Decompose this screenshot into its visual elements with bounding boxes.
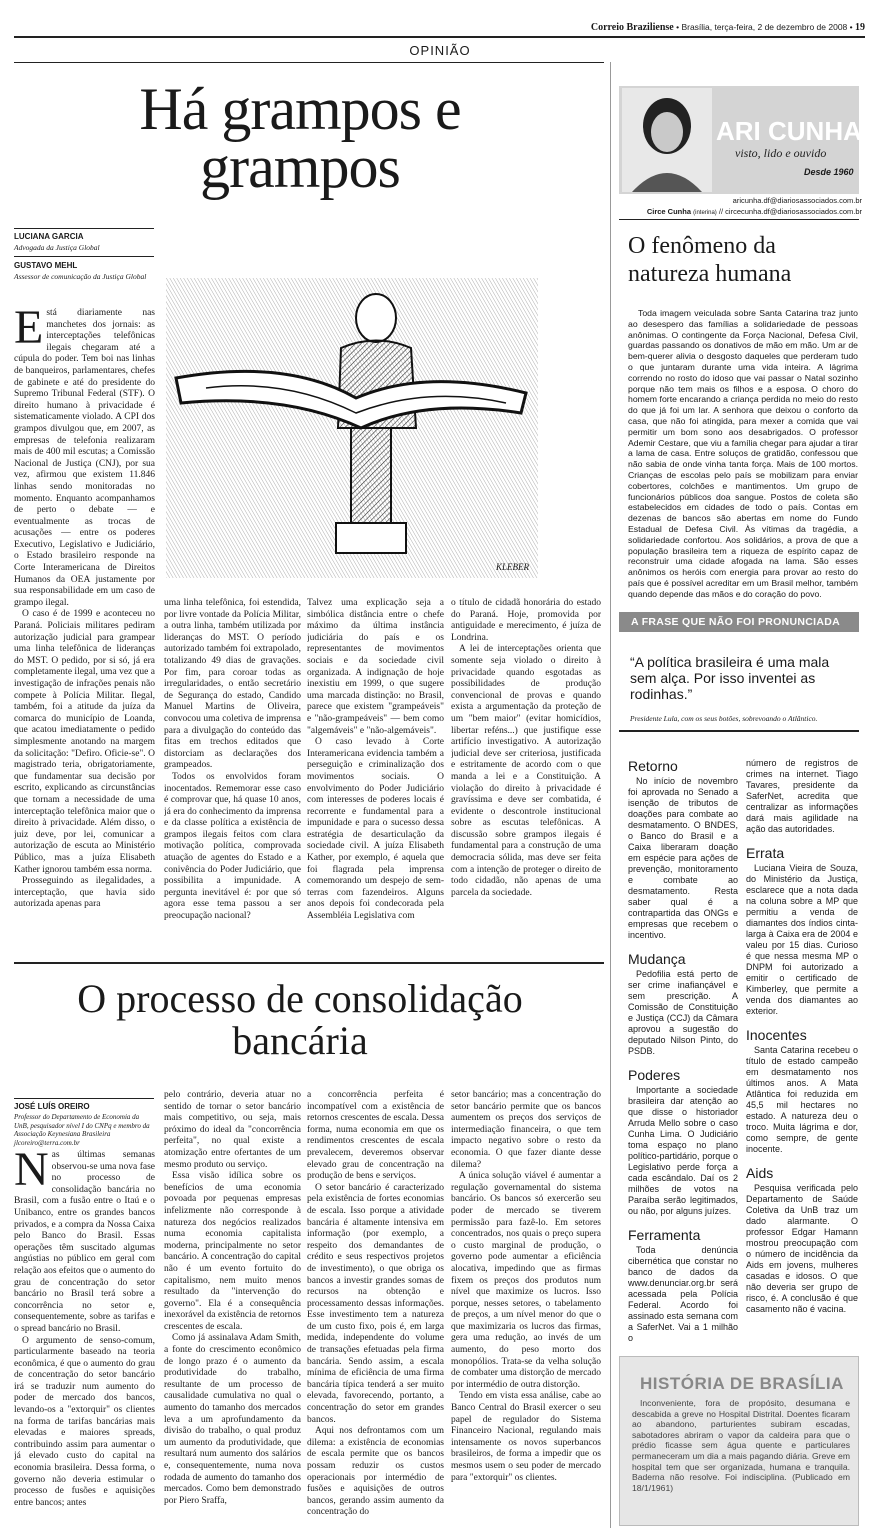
header-rule bbox=[14, 36, 865, 38]
page-header: Correio Braziliense • Brasília, terça-feira, 2 de dezembro de 2008 • 19 bbox=[590, 22, 865, 33]
note-text: No início de novembro foi aprovada no Senado a isenção de tributos de doações para combate ao desmatamento. O BNDES, o Banco do Brasil e a Caixa liberaram doação em espécie para ações de prevenção, monitoramento e combate ao desmatamento. Resta saber qual é a contrapartida das ONGs e empresas que recebem o incentivo. bbox=[628, 776, 738, 940]
paragraph: Toda imagem veiculada sobre Santa Catarina traz junto ao desespero das famílias a solidariedade de pessoas anônimas. O contingente da Força Nacional, Defesa Civil, guardas passando os donativos de mão em mão. Um ar de bem-querer alivia o desgosto daqueles que perderam tudo o que juntaram durante uma vida inteira. A lágrima correndo no rosto do idoso que vai passar o Natal sozinho porque não tem mais os filhos e a esposa. O choro do homem forte encarando a criança perdida no meio do resto do que já foi um lar. A senhora que deixou o conforto da casa, que não foi atingida, para mexer a comida que vai permitir um bom sono aos desabrigados. O professor Ademir Cestare, que viu a família chegar para ajudar a tirar a lama de casa. Entre soluços de gratidão, confessou que não sabia de onde vinha tanta força. Mais de 100 mortos. Crianças de escolas pelo país se mobilizam para enviar cobertores, colchões e mantimentos. Um grupo de funcionários públicos doa sangue. Postos de coleta são estabelecidos em cidades de todo o país. Contas em dezenas de bancos são abertas em nome do Fundo Estadual de Defesa Civil. Às vítimas da tragédia, a solidariedade confortou. Aos solidários, a prova de que a população brasileira tem a riqueza de espírito capaz de reconstruir uma cidade afogada na lama. São esses anônimos os heróis com energia para provar ao resto do país que é possível acreditar em um Brasil melhor, também quando depende das mãos e do coração do povo. bbox=[628, 308, 858, 599]
paragraph: A única solução viável é aumentar a regulação governamental do sistema bancário. Os bancos só exercerão seu poder de mercado se tiverem permissão para fazê-lo. Em setores concentrados, nos quais o preço supera o custo marginal de produção, o governo pode aumentar a eficiência alocativa, impedindo que as firmas fixem os preços dos produtos num nível que maximize os lucros. Isso porque, nesses setores, o tabelamento de preços, a um nível menor do que o que maximizaria os lucros das firmas, gera uma redução, ao invés de um aumento, do peso morto dos monopólios. Trata-se da velha solução de combater uma distorção de mercado por intermédio de outra distorção. bbox=[451, 1171, 601, 1390]
column-name: ARI CUNHA bbox=[716, 116, 862, 146]
interim-name: Circe Cunha bbox=[646, 207, 692, 216]
note-text: Importante a sociedade brasileira dar atenção ao que disse o historiador Arruda Mello sobre o caso Cunha Lima. O Judiciário toma espaço no plano político-partidário, porque o Legislativo perde força a cada escândalo. Daí os 2 milhões de votos na Paraíba serão legitimados, ou não, por alguns juízes. bbox=[628, 1085, 738, 1216]
paragraph: O caso é de 1999 e aconteceu no Paraná. Policiais militares pediram autorização judicial para grampear uma linha telefônica de lideranças do MST. O pedido, por si só, já era completamente ilegal, uma vez que a investigação de infrações penais não compete à Polícia Militar. Ilegal, também, foi a atitude da juíza da comarca do município de Loanda, que acatou imediatamente o pedido simplesmente anotando na margem da solicitação: "Defiro. Oficie-se". O magistrado teria, obrigatoriamente, que fundamentar sua decisão por escrito, explicando as circunstâncias que tornam a necessidade de uma interceptação telefônica maior que o direito à privacidade. Além disso, o juiz deve, por lei, comunicar a autorização de escuta ao Ministério Público, mas a juíza Elisabeth Kather ignorou também essa norma. bbox=[14, 609, 155, 875]
article1-column-1 bbox=[14, 308, 155, 948]
paragraph: stá diariamente nas manchetes dos jornais: as interceptações telefônicas ilegais chegaram até a cúpula do poder. Tem boi nas linhas de banqueiros, parlamentares, chefes de gabinete e até do presidente do Supremo Tribunal Federal (STF). O direito humano à privacidade é sistematicamente violado. A CPI dos grampos divulgou que, em 2007, as empresas de telefonia realizaram mais de 400 mil escutas; a Comissão Nacional de Justiça (CNJ), por sua vez, afirmou que existem 11.846 linhas sendo monitoradas no momento. Enquanto acompanhamos de perto o debate — e eventualmente as trocas de acusações — entre os poderes Executivo, Legislativo e Judiciário, o Estado brasileiro responde na Corte Interamericana de Direitos Humanos da OEA justamente por sua responsabilidade em um caso de grampo ilegal. bbox=[14, 308, 155, 608]
interim-email: circecunha.df@diariosassociados.com.br bbox=[725, 207, 862, 216]
note-title: Poderes bbox=[628, 1067, 681, 1083]
note-title: Inocentes bbox=[746, 1027, 807, 1043]
cartoon-illustration bbox=[166, 278, 538, 578]
newspaper-name: Correio Braziliense bbox=[590, 22, 674, 33]
article2-column-4 bbox=[451, 1090, 601, 1530]
byline-rule bbox=[14, 1098, 154, 1099]
author-role: Advogada da Justiça Global bbox=[14, 243, 100, 252]
column-separator bbox=[610, 62, 611, 1528]
cartoon-signature: KLEBER bbox=[496, 562, 529, 572]
article1-column-3 bbox=[307, 598, 444, 952]
paragraph: Essa visão idílica sobre os benefícios de uma economia povoada por pequenas empresas infelizmente não corresponde à natureza dos negócios realizados numa economia capitalista moderna, principalmente no setor bancário. A concentração do capital não é um evento fortuito do capitalismo, nem muito menos resultado da "intervenção do governo". Ela é a consequência inexorável da existência de retornos crescentes de escala. bbox=[164, 1171, 301, 1332]
columnist-photo bbox=[622, 88, 712, 192]
column-since: Desde 1960 bbox=[804, 167, 854, 177]
article2-column-1 bbox=[14, 1150, 155, 1530]
paragraph: pelo contrário, deveria atuar no sentido de tornar o setor bancário mais competitivo, ou seja, mais próximo do ideal da "concorrência perfeita", no qual existe a atomização entre ofertantes de um mesmo produto ou serviço. bbox=[164, 1090, 301, 1170]
note-text: Toda denúncia cibernética que constar no banco de dados da www.denunciar.org.br será acessada pela Polícia Federal. Acordo foi assinado esta semana com a SaferNet. Vai a 1 milhão o bbox=[628, 1245, 738, 1343]
paragraph: Como já assinalava Adam Smith, a fonte do crescimento econômico de longo prazo é o aumento da produtividade do trabalho, resultante de um processo de causalidade cumulativa no qual o aumento do tamanho dos mercados leva a um aprofundamento da divisão do trabalho, o qual produz um aumento da produtividade, que resultará num aumento dos salários e, consequentemente, numa nova rodada de aumento do tamanho dos mercados. Como bem demonstrado por Piero Sraffa, bbox=[164, 1333, 301, 1506]
note-text: Pedofilia está perto de ser crime inafiançável e sem prescrição. A Comissão de Constituição e Justiça (CCJ) da Câmara aprovou a sugestão do deputado Nilson Pinto, do PSDB. bbox=[628, 969, 738, 1056]
dropcap: E bbox=[14, 308, 44, 354]
interim-note: (interina) bbox=[693, 210, 717, 216]
paragraph: Tendo em vista essa análise, cabe ao Banco Central do Brasil exercer o seu papel de regulador do Sistema Financeiro Nacional, regulando mais intensamente os novos superbancos brasileiros, de forma a impedir que os mesmos usem o seu poder de mercado para "extorquir" os clientes. bbox=[451, 1391, 601, 1483]
author-email: jlcoreiro@terra.com.br bbox=[14, 1138, 80, 1147]
article1-column-4 bbox=[451, 598, 601, 952]
section-label: OPINIÃO bbox=[409, 43, 471, 58]
author-name: GUSTAVO MEHL bbox=[14, 261, 78, 270]
note-title: Mudança bbox=[628, 951, 686, 967]
article2-byline bbox=[14, 1102, 154, 1148]
author-role: Professor do Departamento de Economia da UnB, pesquisador nível I do CNPq e membro da Associação Keynesiana Brasileira bbox=[14, 1113, 150, 1138]
article-divider bbox=[14, 962, 604, 964]
article1-byline bbox=[14, 232, 154, 281]
paragraph: O setor bancário é caracterizado pela existência de fortes economias de escala. Isso porque a atividade bancária é altamente intensiva em informação (por exemplo, a respeito dos demandantes de crédito e seus respectivos projetos de investimento), o que obriga os bancos a investir grandes somas de recursos na obtenção e processamento dessas informações. Esse investimento tem a natureza de um custo fixo, pois é, em larga medida, independente do volume de transações efetuadas pela firma bancária. Sendo assim, a escala mínima de eficiência de uma firma bancária típica tenderá a ser muito elevada, favorecendo, portanto, a concentração do setor em grandes bancos. bbox=[307, 1182, 444, 1425]
paragraph: as últimas semanas observou-se uma nova fase no processo de consolidação bancária no Brasil, com a fusão entre o Itaú e o Unibanco, entre os grandes bancos privados, e a compra da Nossa Caixa pelo Banco do Brasil. Essas operações têm suscitado algumas angústias no público em geral com relação aos efeitos que o aumento do grau de concentração do setor bancário no Brasil terá sobre a concorrência no setor e, consequentemente, sobre as tarifas e o spread bancário no Brasil. bbox=[14, 1150, 155, 1334]
paragraph: O argumento de senso-comum, particularmente baseado na teoria econômica, é que o aumento do grau de concentração do setor bancário irá se traduzir num aumento do poder de mercado dos bancos, levando-os a "extorquir" os clientes na forma de tarifas bancárias mais elevadas e maiores spreads, contribuindo assim para aumentar o já elevado custo do capital na economia brasileira. Dessa forma, o governo não deveria estimular o processo de fusões e aquisições entre bancos; antes bbox=[14, 1335, 155, 1508]
historia-text bbox=[632, 1398, 850, 1520]
column-headline: O fenômeno da natureza humana bbox=[628, 233, 792, 287]
note-title: Errata bbox=[746, 845, 785, 861]
article2-headline: O processo de consolidação bancária bbox=[77, 976, 523, 1063]
historia-title: HISTÓRIA DE BRASÍLIA bbox=[640, 1374, 844, 1393]
author-name: LUCIANA GARCIA bbox=[14, 232, 84, 241]
column-lead-text bbox=[628, 308, 858, 604]
paragraph: Inconveniente, fora de propósito, desumana e descabida a greve no Hospital Distrital. Doentes ficaram ao abandono, parturientes subiram escadas, sabotadores abriram o vapor da caldeira para que o prédio ficasse sem água quente e particulares permaneceram um dia a mais pagando diária. Greve em hospital tem que ser organizada, humana e tranquila. Baderna não resolve. Foi indisciplina. (Publicado em 18/1/1961) bbox=[632, 1398, 850, 1493]
frase-label: A FRASE QUE NÃO FOI PRONUNCIADA bbox=[619, 612, 859, 632]
note-title: Ferramenta bbox=[628, 1227, 701, 1243]
quote-rule bbox=[619, 730, 859, 732]
note-title: Retorno bbox=[628, 758, 678, 774]
paragraph: Todos os envolvidos foram inocentados. Rememorar esse caso é comprovar que, há quase 10 anos, já era do conhecimento da imprensa e da classe política a existência de grampos ilegais feitos com clara motivação política, comprovada atuação de agentes do Estado e a conivência do Poder Judiciário, que possibilita a impunidade. A pergunta inevitável é: por que só agora esse tema passou a ser preocupação nacional? bbox=[164, 771, 301, 922]
byline-rule bbox=[14, 228, 154, 229]
page-number: 19 bbox=[855, 22, 865, 33]
paragraph: setor bancário; mas a concentração do setor bancário permite que os bancos aumentem os preços dos serviços de intermediação financeira, o que tem impacto negativo sobre o resto da economia. O que fazer diante desse dilema? bbox=[451, 1090, 601, 1170]
paragraph: A lei de interceptações orienta que somente seja violado o direito à privacidade quando esgotadas as possibilidades de produção convencional de provas e quando exista a argumentação da proteção de um "bem maior" (evitar homicídios, libertar reféns...) que justifique esse artifício investigativo. A autorização judicial deve ser criteriosa, justificada e estritamente de acordo com o que manda a lei e a Constituição. A violação do direito à privacidade é gravíssima e deve ser combatida, é evidente o descontrole institucional sobre as escutas telefônicas. A discussão sobre grampos ilegais é fundamental para a construção de uma democracia sólida, mas deve ser feita com a intenção de proteger o direito de todo cidadão, não apenas de uma parcela da sociedade. bbox=[451, 644, 601, 898]
note-title: Aids bbox=[746, 1165, 774, 1181]
article1-column-2 bbox=[164, 598, 301, 952]
column-email-line: Circe Cunha (interina) // circecunha.df@diariosassociados.com.br bbox=[646, 207, 862, 216]
notes-column-left bbox=[628, 758, 738, 1348]
featured-quote: “A política brasileira é uma mala sem alça. Por isso inventei as rodinhas.” bbox=[630, 654, 830, 702]
note-text: número de registros de crimes na internet. Tiago Tavares, presidente da SaferNet, acredita que centralizar as informações dará mais agilidade na ação das autoridades. bbox=[746, 758, 858, 834]
dropcap: N bbox=[14, 1150, 49, 1196]
paragraph: o título de cidadã honorária do estado do Paraná. Hoje, promovida por antiguidade e merecimento, é juíza de Londrina. bbox=[451, 598, 601, 643]
article1-headline: Há grampos e grampos bbox=[139, 76, 461, 200]
column-email: aricunha.df@diariosassociados.com.br bbox=[732, 196, 862, 205]
header-date: Brasília, terça-feira, 2 de dezembro de 2008 bbox=[681, 22, 848, 32]
paragraph: a concorrência perfeita é incompatível com a existência de retornos crescentes de escala. Dessa forma, numa economia em que os rendimentos crescentes de escala prevalecem, deveremos observar elevado grau de concentração na produção de bens e serviços. bbox=[307, 1090, 444, 1182]
note-text: Santa Catarina recebeu o título de estado campeão em desmatamento nos últimos anos. A Mata Atlântica foi reduzida em 45,5 mil hectares no estado. A natureza deu o troco. Muita lágrima e dor, como sempre, de gente inocente. bbox=[746, 1045, 858, 1154]
column-tagline: visto, lido e ouvido bbox=[735, 146, 827, 160]
article2-column-2 bbox=[164, 1090, 301, 1530]
note-text: Luciana Vieira de Souza, do Ministério da Justiça, esclarece que a nota dada na coluna sobre a MP que permitiu a venda de diamantes dos índios cinta-larga à Caixa era de 2004 e valeu por 15 dias. Curioso é que nessa mesma MP o DNPM foi autorizado a emitir o certificado de Kimberley, que permite a venda dos diamantes ao exterior. bbox=[746, 863, 858, 1016]
column-rule bbox=[619, 219, 859, 220]
paragraph: O caso levado à Corte Interamericana evidencia também a perseguição e criminalização dos movimentos sociais. O envolvimento do Poder Judiciário com interesses de poderes locais é recorrente e fundamental para a impunidade e para o sucesso dessa estratégia de desarticulação da sociedade civil. A juíza Elisabeth Kather, por exemplo, é aquela que foi flagrada pela imprensa comemorando um despejo de sem-terras com fazendeiros. Alguns anos depois foi condecorada pela Assembléia Legislativa com bbox=[307, 737, 444, 922]
paragraph: Talvez uma explicação seja a simbólica distância entre o chefe máximo da última instância judiciária do país e os representantes de movimentos sociais e da sociedade civil organizada. A indignação de hoje inexistiu em 1999, o que sugere uma marcada distinção: no Brasil, parece que existem "grampeáveis" e "não-grampeáveis" — bem como "algemáveis" e "não-algemáveis". bbox=[307, 598, 444, 736]
note-text: Pesquisa verificada pelo Departamento de Saúde Coletiva da UnB traz um dado alarmante. O professor Edgar Hamann mostrou preocupação com o número de incidência da Aids em jovens, mulheres casadas e idosos. O que não deveria ser grupo de risco, é. A conclusão é que casamento não é vacina. bbox=[746, 1183, 858, 1314]
paragraph: Prosseguindo as ilegalidades, a interceptação, que havia sido autorizada apenas para bbox=[14, 876, 155, 910]
section-rule bbox=[14, 62, 604, 63]
notes-column-right bbox=[746, 758, 858, 1348]
author-name: JOSÉ LUÍS OREIRO bbox=[14, 1102, 90, 1111]
author-role: Assessor de comunicação da Justiça Global bbox=[14, 272, 147, 281]
paragraph: uma linha telefônica, foi estendida, por livre vontade da Polícia Militar, a outra linha, também utilizada por lideranças do MST. O período autorizado também foi extrapolado, totalizando 49 dias de gravações. Por fim, para coroar todas as irregularidades, o então secretário de Segurança do estado, Candido Manuel Martins de Oliveira, convocou uma coletiva de imprensa para a divulgação do conteúdo das fitas em trechos editados que distorciam as declarações dos grampeados. bbox=[164, 598, 301, 771]
paragraph: Aqui nos defrontamos com um dilema: a existência de economias de escala permite que os bancos possam reduzir os custos operacionais por intermédio de fusões e aquisições de outros bancos, gerando assim aumento da concentração do bbox=[307, 1426, 444, 1518]
article2-column-3 bbox=[307, 1090, 444, 1530]
quote-credit: Presidente Lula, com os seus botões, sobrevoando o Atlântico. bbox=[630, 714, 818, 723]
